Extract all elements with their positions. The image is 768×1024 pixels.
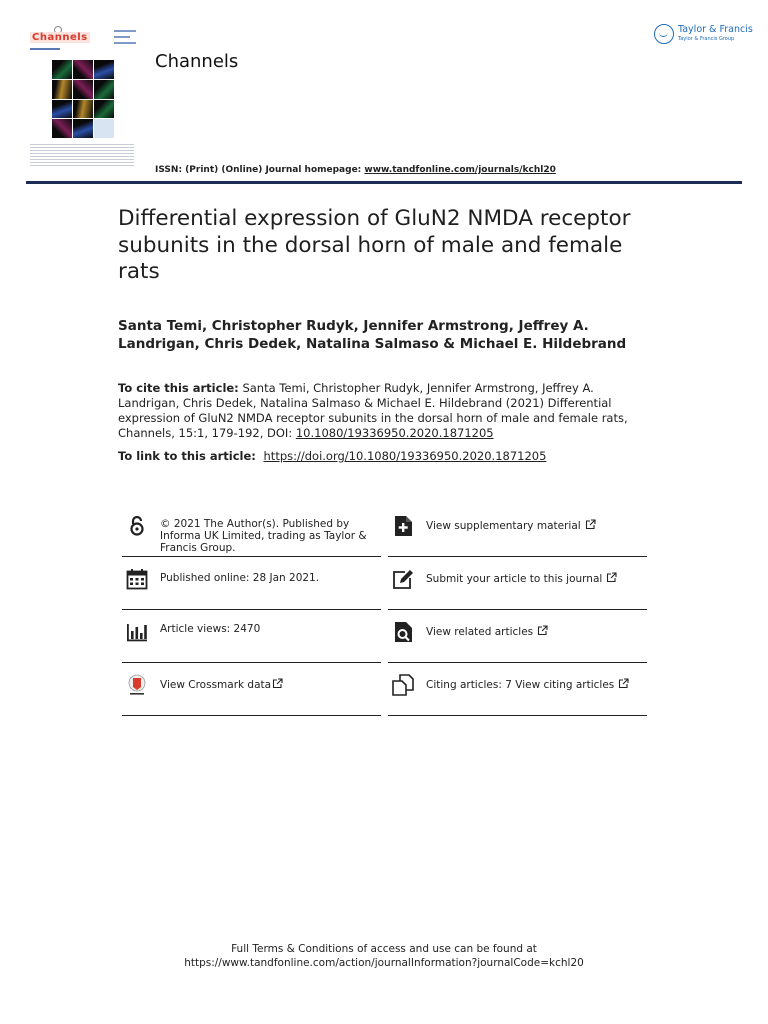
terms-url[interactable]: https://www.tandfonline.com/action/journalInformation?journalCode=kchl20: [184, 957, 584, 969]
citing-articles-cell[interactable]: [388, 664, 647, 716]
journal-homepage-link[interactable]: www.tandfonline.com/journals/kchl20: [364, 165, 556, 175]
edit-icon: [392, 568, 414, 590]
cover-image-tile: [52, 60, 72, 79]
cover-image-tile: [52, 119, 72, 138]
crossmark-link[interactable]: [160, 678, 386, 691]
cover-image-tile: [73, 80, 93, 99]
crossmark-label: View Crossmark data: [160, 679, 272, 691]
citation-label: To cite this article:: [118, 381, 239, 395]
cover-issue-line: [30, 48, 60, 50]
citing-articles-label: Citing articles: 7 View citing articles: [426, 679, 615, 691]
citing-documents-icon: [392, 674, 414, 696]
submit-article-label: Submit your article to this journal: [426, 573, 603, 585]
add-document-icon: [392, 515, 414, 537]
publisher-logo[interactable]: [654, 22, 754, 48]
cover-image-tile: [94, 119, 114, 138]
journal-cover-thumbnail: [28, 26, 138, 168]
article-title: Differential expression of GluN2 NMDA receptor subunits in the dorsal horn of male and female rats: [118, 206, 631, 284]
journal-title: Channels: [155, 51, 239, 72]
related-articles-cell[interactable]: [388, 611, 647, 663]
cover-image-tile: [73, 60, 93, 79]
publisher-logo-icon: [654, 24, 674, 44]
cover-image-grid: [52, 60, 114, 138]
article-link-label: To link to this article:: [118, 449, 256, 463]
terms-footer: [0, 942, 768, 970]
publisher-name: Taylor & Francis: [678, 24, 753, 35]
search-document-icon: [392, 621, 414, 643]
supplementary-label: View supplementary material: [426, 520, 581, 532]
article-authors: Santa Temi, Christopher Rudyk, Jennifer Armstrong, Jeffrey A. Landrigan, Chris Dedek, Natalina Salmaso & Michael E. Hildebrand: [118, 318, 627, 352]
external-link-icon: [606, 572, 617, 583]
article-views: Article views: 2470: [160, 623, 261, 635]
cover-image-tile: [94, 60, 114, 79]
citation-text: Santa Temi, Christopher Rudyk, Jennifer Armstrong, Jeffrey A. Landrigan, Chris Dedek, Natalina Salmaso & Michael E. Hildebrand (2021) Differential expression of GluN2 NMDA receptor subunits in the dorsal horn of male and female rats, Channels, 15:1, 179-192, DOI:: [118, 381, 628, 440]
supplementary-link[interactable]: [426, 519, 652, 532]
issn-line: [155, 165, 556, 175]
crossmark-icon: [126, 674, 148, 696]
article-link-line: [118, 449, 678, 463]
submit-article-cell[interactable]: [388, 558, 647, 610]
related-articles-label: View related articles: [426, 626, 534, 638]
supplementary-material-cell[interactable]: [388, 505, 647, 557]
cover-side-line: [114, 30, 136, 32]
calendar-icon: [126, 568, 148, 590]
terms-text: Full Terms & Conditions of access and use can be found at: [231, 943, 537, 955]
cover-image-tile: [52, 100, 72, 119]
cover-logo: Channels: [32, 32, 88, 43]
header-divider: [26, 181, 742, 184]
publisher-subtitle: Taylor & Francis Group: [678, 36, 735, 42]
citation-block: [118, 381, 658, 441]
open-access-icon: [126, 515, 148, 537]
citing-articles-link[interactable]: [426, 678, 652, 691]
external-link-icon: [618, 678, 629, 689]
issn-text: ISSN: (Print) (Online) Journal homepage:: [155, 165, 365, 175]
crossmark-cell[interactable]: [122, 664, 381, 716]
cover-side-line: [114, 36, 130, 38]
cover-image-tile: [94, 100, 114, 119]
open-access-cell: [122, 505, 381, 557]
submit-article-link[interactable]: [426, 572, 652, 585]
external-link-icon: [537, 625, 548, 636]
article-doi-link[interactable]: https://doi.org/10.1080/19336950.2020.1871205: [263, 449, 547, 463]
citation-doi-link[interactable]: 10.1080/19336950.2020.1871205: [295, 426, 494, 440]
cover-image-tile: [52, 80, 72, 99]
cover-table-of-contents: [30, 144, 134, 168]
published-date-cell: [122, 558, 381, 610]
cover-image-tile: [73, 119, 93, 138]
external-link-icon: [272, 678, 283, 689]
bar-chart-icon: [126, 621, 148, 643]
related-articles-link[interactable]: [426, 625, 652, 638]
published-date: Published online: 28 Jan 2021.: [160, 572, 320, 584]
copyright-text: © 2021 The Author(s). Published by Informa UK Limited, trading as Taylor & Francis Group.: [160, 518, 367, 554]
cover-image-tile: [94, 80, 114, 99]
article-views-cell: [122, 611, 381, 663]
cover-image-tile: [73, 100, 93, 119]
external-link-icon: [585, 519, 596, 530]
cover-side-line: [114, 42, 136, 44]
